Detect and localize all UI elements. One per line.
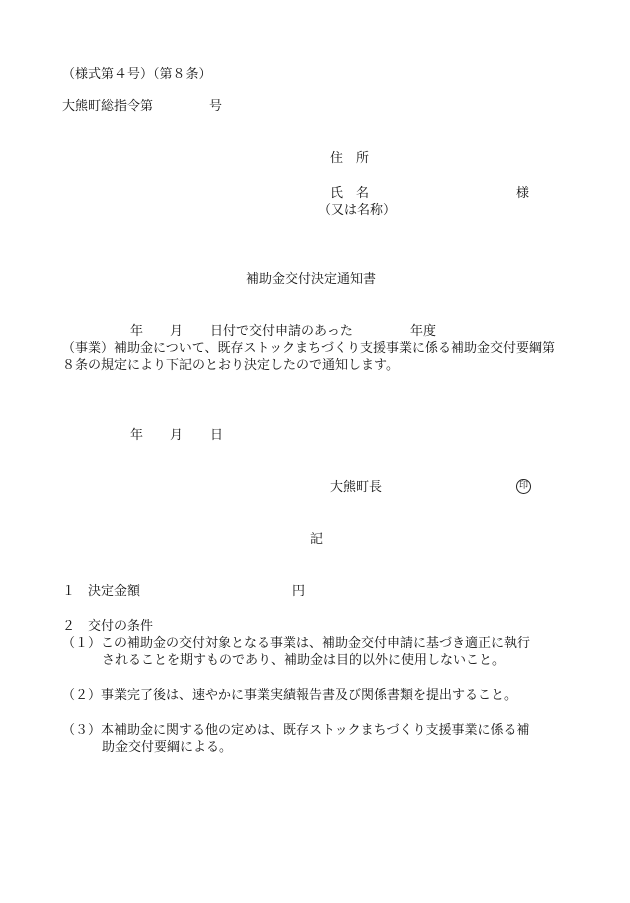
condition-1-line-1: （１）この補助金の交付対象となる事業は、補助金交付申請に基づき適正に執行 <box>62 636 531 651</box>
body-line-2: （事業）補助金について、既存ストックまちづくり支援事業に係る補助金交付要綱第 <box>62 341 555 356</box>
intro-fiscal-year: 年度 <box>410 324 437 339</box>
intro-year: 年 <box>130 324 144 339</box>
intro-day-text: 日付で交付申請のあった <box>210 324 353 339</box>
date-year: 年 <box>130 428 144 443</box>
item-2-label: ２ 交付の条件 <box>62 619 154 634</box>
document-title: 補助金交付決定通知書 <box>246 272 377 287</box>
item-1-unit: 円 <box>292 584 306 599</box>
name-label: 氏 名 <box>330 186 370 201</box>
document-number-suffix: 号 <box>209 99 223 114</box>
document-number-prefix: 大熊町総指令第 <box>62 99 154 114</box>
date-month: 月 <box>170 428 184 443</box>
date-day: 日 <box>210 428 224 443</box>
condition-1-line-2: されることを期すものであり、補助金は目的以外に使用しないこと。 <box>102 653 506 668</box>
condition-3-line-2: 助金交付要綱による。 <box>102 740 233 755</box>
item-1-label: １ 決定金額 <box>62 584 141 599</box>
intro-month: 月 <box>170 324 184 339</box>
name-alt-label: （又は名称） <box>318 203 397 218</box>
condition-3-line-1: （３）本補助金に関する他の定めは、既存ストックまちづくり支援事業に係る補 <box>62 723 530 738</box>
note-heading: 記 <box>310 532 324 547</box>
body-line-3: ８条の規定により下記のとおり決定したので通知します。 <box>62 358 399 373</box>
seal-mark: 印 <box>516 479 531 494</box>
honorific: 様 <box>516 186 530 201</box>
issuer-title: 大熊町長 <box>330 480 383 495</box>
form-number: （様式第４号）（第８条） <box>62 67 212 82</box>
condition-2: （２）事業完了後は、速やかに事業実績報告書及び関係書類を提出すること。 <box>62 688 518 703</box>
address-label: 住 所 <box>330 151 370 166</box>
